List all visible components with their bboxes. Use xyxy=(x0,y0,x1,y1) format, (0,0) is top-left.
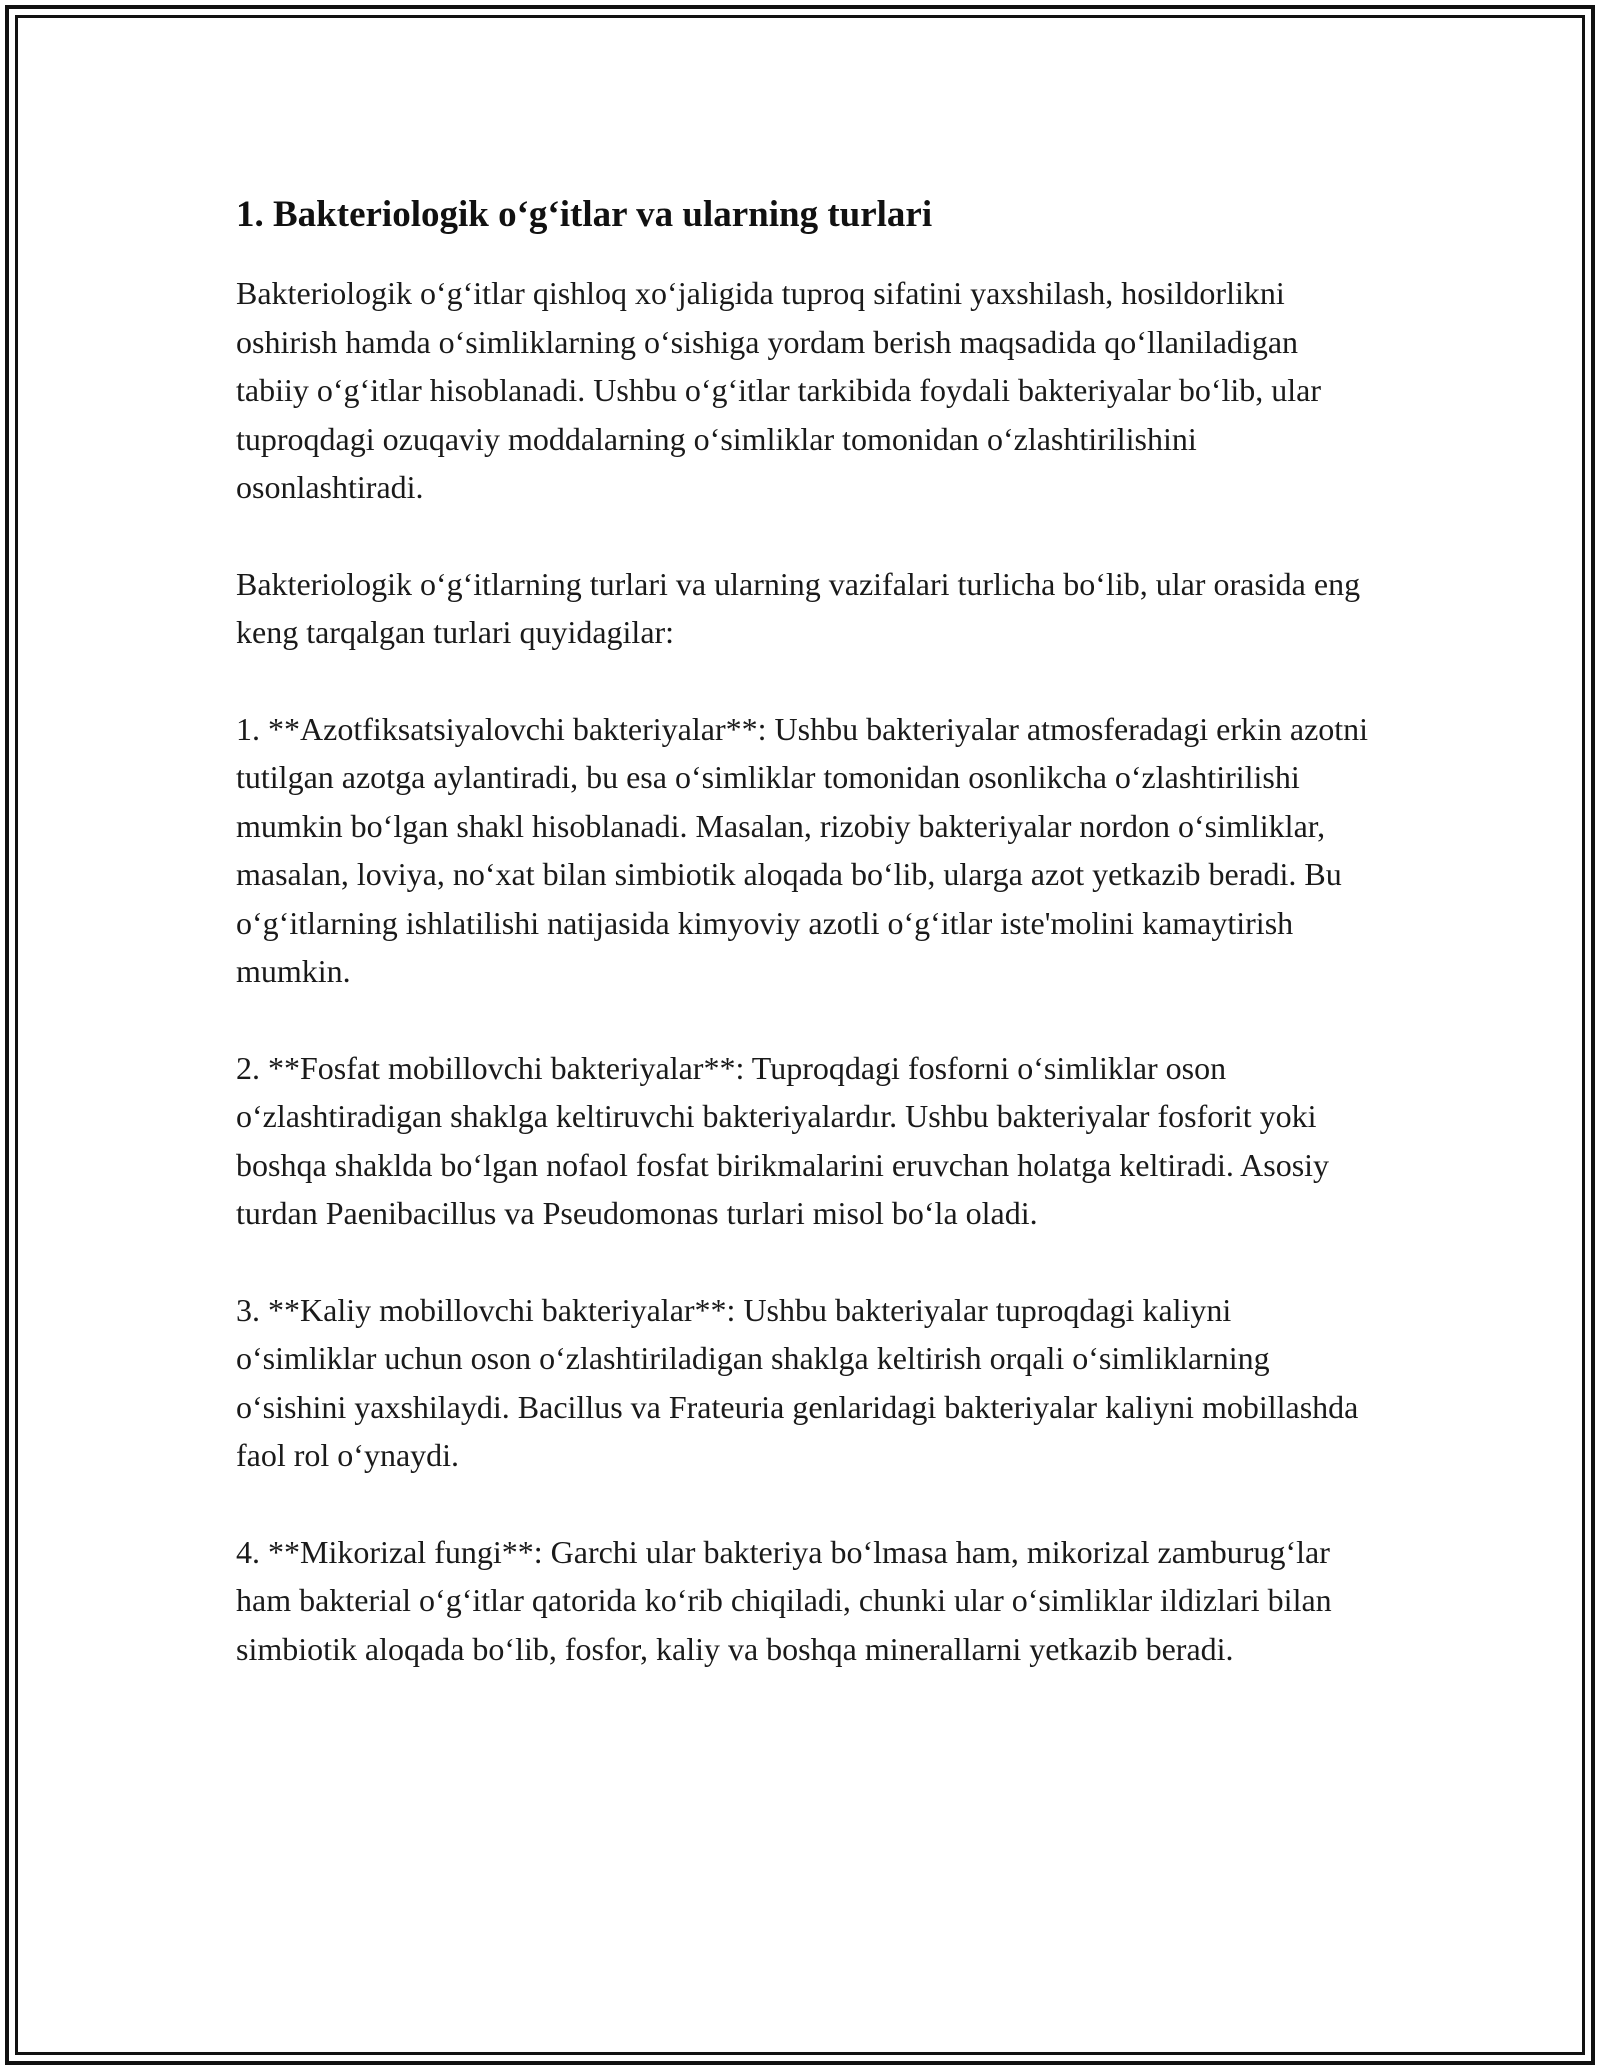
list-item-nitrogen-fixing: 1. **Azotfiksatsiyalovchi bakteriyalar**: Ushbu bakteriyalar atmosferadagi erkin azotni tutilgan azotga aylantiradi, bu esa o‘simliklar tomonidan osonlikcha o‘zlashtirilishi mumkin bo‘lgan shakl hisoblanadi. Masalan, rizobiy bakteriyalar nordon o‘simliklar, masalan, loviya, no‘xat bilan simbiotik aloqada bo‘lib, ularga azot yetkazib beradi. Bu o‘g‘itlarning ishlatilishi natijasida kimyoviy azotli o‘g‘itlar iste'molini kamaytirish mumkin. xyxy=(236,710,1369,989)
intro-paragraph: Bakteriologik o‘g‘itlar qishloq xo‘jaligida tuproq sifatini yaxshilash, hosildorlikni oshirish hamda o‘simliklarning o‘sishiga yordam berish maqsadida qo‘llaniladigan tabiiy o‘g‘itlar hisoblanadi. Ushbu o‘g‘itlar tarkibida foydali bakteriyalar bo‘lib, ular tuproqdagi ozuqaviy moddalarning o‘simliklar tomonidan o‘zlashtirilishini osonlashtiradi. xyxy=(236,275,1322,505)
list-item-mycorrhizal-fungi: 4. **Mikorizal fungi**: Garchi ular bakteriya bo‘lmasa ham, mikorizal zamburug‘lar ham bakterial o‘g‘itlar qatorida ko‘rib chiqiladi, chunki ular o‘simliklar ildizlari bilan simbiotik aloqada bo‘lib, fosfor, kaliy va boshqa minerallarni yetkazib beradi. xyxy=(236,1533,1332,1667)
document-heading: 1. Bakteriologik o‘g‘itlar va ularning turlari xyxy=(236,194,933,235)
document-body xyxy=(236,188,1376,1721)
list-item-phosphate-mobilizing: 2. **Fosfat mobillovchi bakteriyalar**: Tuproqdagi fosforni o‘simliklar oson o‘zlashtiradigan shaklga keltiruvchi bakteriyalardır. Ushbu bakteriyalar fosforit yoki boshqa shaklda bo‘lgan nofaol fosfat birikmalarini eruvchan holatga keltiradi. Asosiy turdan Paenibacillus va Pseudomonas turlari misol bo‘la oladi. xyxy=(236,1049,1330,1231)
list-item-potassium-mobilizing: 3. **Kaliy mobillovchi bakteriyalar**: Ushbu bakteriyalar tuproqdagi kaliyni o‘simliklar uchun oson o‘zlashtiriladigan shaklga keltirish orqali o‘simliklarning o‘sishini yaxshilaydi. Bacillus va Frateuria genlaridagi bakteriyalar kaliyni mobillashda faol rol o‘ynaydi. xyxy=(236,1291,1359,1473)
types-intro-paragraph: Bakteriologik o‘g‘itlarning turlari va ularning vazifalari turlicha bo‘lib, ular orasida eng keng tarqalgan turlari quyidagilar: xyxy=(236,565,1361,650)
